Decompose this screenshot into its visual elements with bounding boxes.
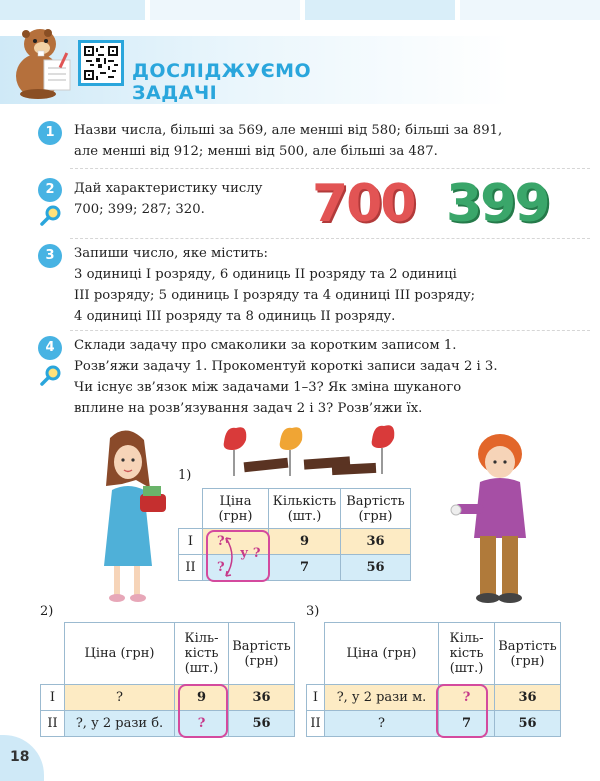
title-line-1: ДОСЛІДЖУЄМО — [132, 60, 312, 82]
table-cell-cost: 36 — [229, 685, 295, 711]
unknown-value: ? — [197, 716, 206, 731]
table-header: Вартість (грн) — [495, 623, 561, 685]
row-label: І — [179, 529, 203, 555]
task-line: 3 одиниці І розряду, 6 одиниць ІІ розряду та 2 одиниці — [74, 267, 457, 282]
relation-label: у ? — [240, 546, 261, 561]
table-header: Кількість (шт.) — [269, 489, 341, 529]
task-line: вплине на розв’язування задач 2 і 3? Розв’яжи їх. — [74, 401, 423, 416]
task-2-text — [74, 178, 262, 220]
task-number-badge: 1 — [38, 121, 62, 145]
table-2-label: 2) — [40, 604, 54, 619]
magnifier-icon — [40, 364, 62, 386]
beaver-mascot-icon — [8, 24, 78, 100]
table-header: Вартість (грн) — [341, 489, 411, 529]
decorative-number-700: 700 — [312, 174, 415, 234]
table-corner — [307, 623, 325, 685]
divider — [70, 238, 590, 239]
table-cell-price: ? — [325, 711, 439, 737]
table-3-label: 3) — [306, 604, 320, 619]
table-cell-qty: 9 — [269, 529, 341, 555]
task-number-badge: 2 — [38, 178, 62, 202]
table-1-label: 1) — [178, 468, 192, 483]
task-line: ІІІ розряду; 5 одиниць І розряду та 4 одиниці ІІІ розряду; — [74, 288, 476, 303]
table-header: Кіль- кість (шт.) — [175, 623, 229, 685]
table-cell-price: ?, у 2 рази м. — [325, 685, 439, 711]
task-line: Запиши число, яке містить: — [74, 246, 268, 261]
row-label: ІІ — [179, 555, 203, 581]
top-decor-strip — [0, 0, 600, 20]
table-2 — [40, 622, 295, 737]
unknown-value: ? — [217, 560, 225, 575]
page-number-tab — [0, 735, 44, 781]
table-header: Ціна (грн) — [325, 623, 439, 685]
table-cell-price: ?, у 2 рази б. — [65, 711, 175, 737]
table-cell-cost: 56 — [495, 711, 561, 737]
table-cell-cost: 56 — [341, 555, 411, 581]
sweets-illustration — [212, 420, 412, 480]
task-line: але менші від 912; менші від 500, але більші за 487. — [74, 144, 438, 159]
task-line: Дай характеристику числу — [74, 181, 263, 196]
table-cell-qty: 9 — [175, 685, 229, 711]
task-line: Чи існує зв’язок між задачами 1–3? Як зміна шуканого — [74, 380, 462, 395]
table-cell-price: ? — [65, 685, 175, 711]
table-cell-qty: 7 — [269, 555, 341, 581]
task-line: 700; 399; 287; 320. — [74, 202, 205, 217]
row-label: ІІ — [41, 711, 65, 737]
table-cell-cost: 36 — [341, 529, 411, 555]
table-cell-cost: 36 — [495, 685, 561, 711]
table-3 — [306, 622, 561, 737]
task-line: Склади задачу про смаколики за коротким записом 1. — [74, 338, 457, 353]
task-1-text — [74, 120, 502, 162]
task-line: 4 одиниці ІІІ розряду та 8 одиниць ІІ розряду. — [74, 309, 396, 324]
table-header: Кіль- кість (шт.) — [439, 623, 495, 685]
magnifier-icon — [40, 204, 62, 226]
table-corner — [179, 489, 203, 529]
title-line-2: ЗАДАЧІ — [132, 82, 218, 104]
unknown-value: ? — [462, 690, 471, 705]
curved-arrow-icon — [222, 534, 240, 580]
girl-illustration — [88, 428, 178, 608]
table-corner — [41, 623, 65, 685]
task-3-text — [74, 243, 475, 327]
row-label: І — [307, 685, 325, 711]
task-number-badge: 3 — [38, 244, 62, 268]
table-header: Ціна (грн) — [203, 489, 269, 529]
task-number-badge: 4 — [38, 336, 62, 360]
decorative-number-399: 399 — [446, 174, 549, 234]
highlight-box — [436, 684, 488, 738]
task-line: Розв’яжи задачу 1. Прокоментуй короткі записи задач 2 і 3. — [74, 359, 498, 374]
page-title — [132, 60, 311, 104]
divider — [70, 330, 590, 331]
highlight-box — [178, 684, 228, 738]
table-header: Вартість (грн) — [229, 623, 295, 685]
task-line: Назви числа, більші за 569, але менші від 580; більші за 891, — [74, 123, 503, 138]
table-cell-cost: 56 — [229, 711, 295, 737]
task-4-text — [74, 335, 498, 419]
row-label: І — [41, 685, 65, 711]
qr-code[interactable] — [78, 40, 124, 86]
qr-code-icon — [84, 46, 118, 80]
boy-illustration — [450, 428, 550, 608]
row-label: ІІ — [307, 711, 325, 737]
table-header: Ціна (грн) — [65, 623, 175, 685]
page-number: 18 — [10, 749, 30, 765]
table-cell-qty: 7 — [439, 711, 495, 737]
unknown-value: ? — [217, 534, 225, 549]
divider — [70, 168, 590, 169]
